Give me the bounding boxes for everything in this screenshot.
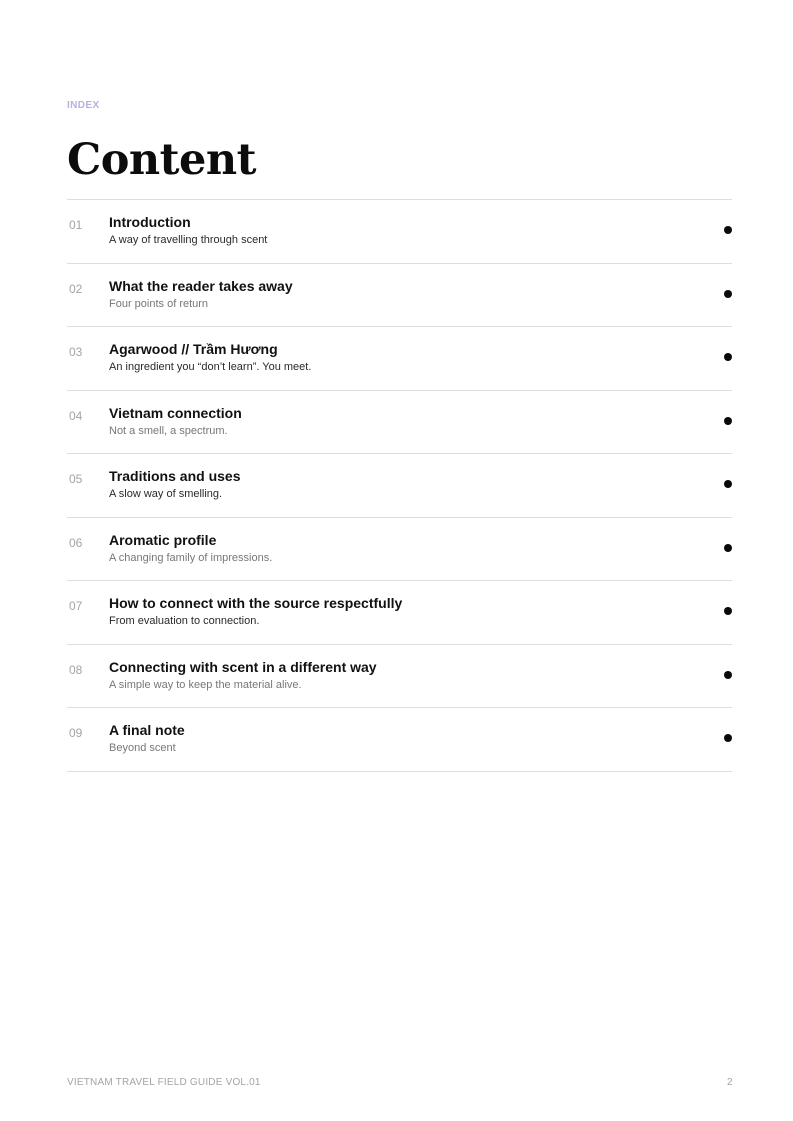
toc-subtitle: Not a smell, a spectrum.	[109, 424, 228, 437]
toc-title: Connecting with scent in a different way	[109, 658, 377, 675]
toc-number: 02	[69, 281, 83, 296]
toc-row[interactable]	[67, 264, 732, 328]
toc-subtitle: A simple way to keep the material alive.	[109, 678, 302, 691]
section-eyebrow: INDEX	[67, 100, 100, 111]
toc-subtitle: Four points of return	[109, 297, 209, 310]
bullet-dot-icon	[724, 544, 732, 552]
toc-row[interactable]	[67, 454, 732, 518]
footer-guide-name: VIETNAM TRAVEL FIELD GUIDE VOL.01	[67, 1077, 261, 1088]
toc-subtitle: Beyond scent	[109, 742, 176, 754]
toc-number: 01	[69, 218, 83, 232]
toc-title: A final note	[109, 722, 185, 738]
bullet-dot-icon	[724, 734, 732, 742]
toc-row[interactable]	[67, 518, 732, 582]
toc-title: Agarwood // Trầm Hương	[109, 341, 278, 357]
toc-number: 04	[69, 408, 83, 423]
toc-number: 05	[69, 472, 83, 486]
bullet-dot-icon	[724, 353, 732, 361]
bullet-dot-icon	[724, 671, 732, 679]
bullet-dot-icon	[724, 417, 732, 425]
bullet-dot-icon	[724, 226, 732, 234]
toc-title: What the reader takes away	[109, 277, 293, 294]
toc-subtitle: A slow way of smelling.	[109, 488, 223, 500]
toc-number: 07	[69, 599, 83, 613]
toc-number: 08	[69, 662, 83, 677]
table-of-contents	[67, 199, 732, 772]
toc-row[interactable]	[67, 581, 732, 645]
bullet-dot-icon	[724, 480, 732, 488]
toc-row[interactable]	[67, 327, 732, 391]
toc-title: Traditions and uses	[109, 468, 241, 484]
toc-row[interactable]	[67, 391, 732, 455]
page-title: Content	[67, 135, 257, 185]
toc-title: Aromatic profile	[109, 531, 217, 548]
bullet-dot-icon	[724, 290, 732, 298]
toc-number: 06	[69, 535, 83, 550]
toc-title: How to connect with the source respectfully	[109, 595, 403, 611]
toc-row[interactable]	[67, 645, 732, 709]
toc-subtitle: A changing family of impressions.	[109, 551, 273, 564]
toc-number: 09	[69, 726, 83, 740]
toc-subtitle: A way of travelling through scent	[109, 234, 268, 246]
toc-title: Introduction	[109, 214, 191, 230]
toc-number: 03	[69, 345, 83, 359]
page-number: 2	[727, 1077, 733, 1088]
toc-subtitle: From evaluation to connection.	[109, 615, 260, 627]
bullet-dot-icon	[724, 607, 732, 615]
toc-row[interactable]	[67, 708, 732, 772]
toc-row[interactable]	[67, 200, 732, 264]
toc-title: Vietnam connection	[109, 404, 242, 421]
toc-subtitle: An ingredient you “don’t learn”. You meet.	[109, 361, 312, 373]
